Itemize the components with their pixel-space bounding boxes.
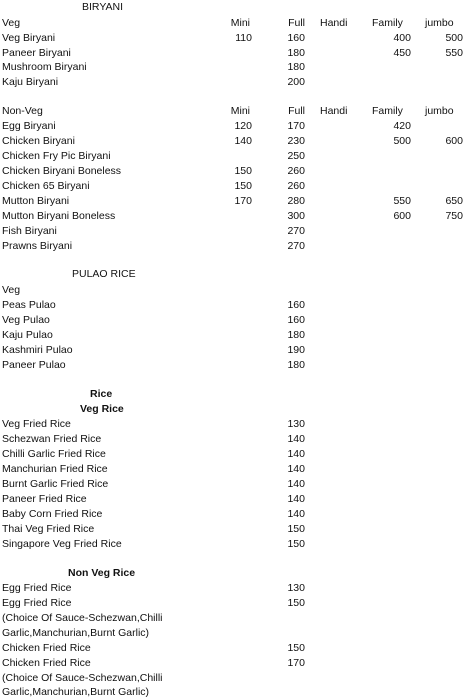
- item-name: Chicken Fried Rice: [2, 657, 91, 669]
- header-handi: Handi: [320, 17, 348, 29]
- item-name: Mutton Biryani: [2, 195, 70, 207]
- price-full: 230: [287, 135, 305, 147]
- item-name: Prawns Biryani: [2, 240, 73, 252]
- price-full: 140: [287, 448, 305, 460]
- price-full: 300: [287, 210, 305, 222]
- item-name: Mushroom Biryani: [2, 61, 87, 73]
- item-name: Chicken Fry Pic Biryani: [2, 150, 111, 162]
- price-full: 140: [287, 463, 305, 475]
- item-name: Chicken Biryani Boneless: [2, 165, 122, 177]
- price-family: 400: [393, 32, 411, 44]
- item-name: Veg Fried Rice: [2, 418, 71, 430]
- item-note: (Choice Of Sauce-Schezwan,Chilli: [2, 672, 163, 684]
- price-mini: 110: [235, 32, 252, 44]
- item-name: Chicken 65 Biryani: [2, 180, 90, 192]
- section-title-pulao: PULAO RICE: [72, 268, 136, 280]
- item-name: Thai Veg Fried Rice: [2, 523, 95, 535]
- section-title-rice: Rice: [90, 388, 113, 400]
- price-full: 280: [287, 195, 305, 207]
- header-full: Full: [288, 17, 305, 29]
- price-full: 150: [287, 597, 305, 609]
- price-full: 260: [287, 165, 305, 177]
- price-full: 140: [287, 478, 305, 490]
- item-name: Manchurian Fried Rice: [2, 463, 108, 475]
- price-full: 160: [287, 32, 305, 44]
- item-name: Egg Fried Rice: [2, 597, 72, 609]
- item-name: Kaju Pulao: [2, 329, 53, 341]
- item-note: Garlic,Manchurian,Burnt Garlic): [2, 627, 150, 639]
- header-veg: Veg: [2, 17, 21, 29]
- price-mini: 170: [234, 195, 252, 207]
- header-family: Family: [372, 105, 403, 117]
- header-mini: Mini: [230, 105, 250, 117]
- header-mini: Mini: [230, 17, 250, 29]
- price-full: 260: [287, 180, 305, 192]
- price-full: 180: [287, 61, 305, 73]
- subsection-title-non-veg-rice: Non Veg Rice: [68, 567, 136, 579]
- price-jumbo: 500: [445, 32, 463, 44]
- price-family: 550: [393, 195, 411, 207]
- price-full: 180: [287, 329, 305, 341]
- item-name: Paneer Fried Rice: [2, 493, 87, 505]
- header-handi: Handi: [320, 105, 348, 117]
- price-mini: 150: [234, 180, 252, 192]
- price-full: 180: [287, 47, 305, 59]
- price-full: 140: [287, 433, 305, 445]
- item-name: Schezwan Fried Rice: [2, 433, 102, 445]
- item-name: Peas Pulao: [2, 299, 56, 311]
- item-name: Mutton Biryani Boneless: [2, 210, 116, 222]
- header-jumbo: jumbo: [425, 17, 454, 29]
- price-full: 190: [287, 344, 305, 356]
- item-note: Garlic,Manchurian,Burnt Garlic): [2, 686, 150, 698]
- price-full: 160: [287, 299, 305, 311]
- header-veg: Veg: [2, 284, 21, 296]
- price-jumbo: 600: [445, 135, 463, 147]
- price-full: 250: [287, 150, 305, 162]
- item-name: Kashmiri Pulao: [2, 344, 73, 356]
- subsection-title-veg-rice: Veg Rice: [80, 403, 124, 415]
- header-jumbo: jumbo: [425, 105, 454, 117]
- item-name: Veg Biryani: [2, 32, 56, 44]
- price-full: 270: [287, 225, 305, 237]
- price-full: 130: [287, 418, 305, 430]
- price-full: 180: [287, 359, 305, 371]
- price-jumbo: 650: [445, 195, 463, 207]
- price-full: 160: [287, 314, 305, 326]
- item-name: Egg Biryani: [2, 120, 56, 132]
- price-full: 150: [287, 538, 305, 550]
- price-full: 130: [287, 582, 305, 594]
- header-full: Full: [288, 105, 305, 117]
- item-name: Paneer Pulao: [2, 359, 66, 371]
- price-mini: 120: [234, 120, 252, 132]
- item-name: Chicken Fried Rice: [2, 642, 91, 654]
- item-name: Singapore Veg Fried Rice: [2, 538, 122, 550]
- price-full: 140: [287, 508, 305, 520]
- item-name: Baby Corn Fried Rice: [2, 508, 103, 520]
- price-full: 270: [287, 240, 305, 252]
- price-family: 600: [393, 210, 411, 222]
- price-full: 140: [287, 493, 305, 505]
- price-jumbo: 750: [445, 210, 463, 222]
- item-name: Egg Fried Rice: [2, 582, 72, 594]
- price-jumbo: 550: [445, 47, 463, 59]
- item-name: Chicken Biryani: [2, 135, 75, 147]
- price-family: 450: [393, 47, 411, 59]
- price-mini: 150: [234, 165, 252, 177]
- price-family: 500: [393, 135, 411, 147]
- price-full: 150: [287, 523, 305, 535]
- item-name: Paneer Biryani: [2, 47, 71, 59]
- price-full: 200: [287, 76, 305, 88]
- price-full: 170: [287, 657, 305, 669]
- price-family: 420: [393, 120, 411, 132]
- item-note: (Choice Of Sauce-Schezwan,Chilli: [2, 612, 163, 624]
- item-name: Kaju Biryani: [2, 76, 59, 88]
- item-name: Fish Biryani: [2, 225, 57, 237]
- item-name: Burnt Garlic Fried Rice: [2, 478, 109, 490]
- price-full: 150: [287, 642, 305, 654]
- price-mini: 140: [234, 135, 252, 147]
- item-name: Chilli Garlic Fried Rice: [2, 448, 106, 460]
- header-family: Family: [372, 17, 403, 29]
- header-non-veg: Non-Veg: [2, 105, 43, 117]
- item-name: Veg Pulao: [2, 314, 50, 326]
- price-full: 170: [287, 120, 305, 132]
- section-title-biryani: BIRYANI: [82, 1, 124, 13]
